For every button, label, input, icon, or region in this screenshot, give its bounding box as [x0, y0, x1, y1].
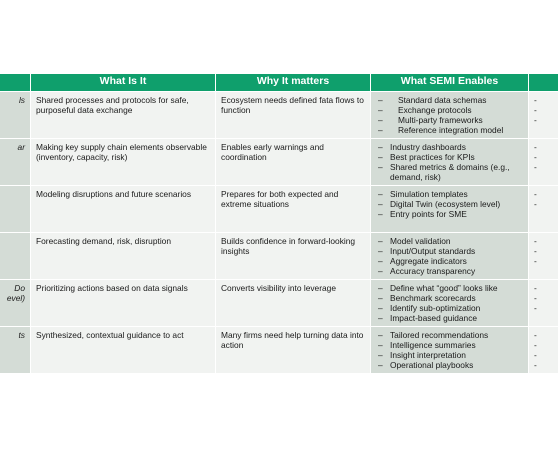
what-is-it-cell: Modeling disruptions and future scenarios	[31, 186, 216, 233]
enables-list	[376, 283, 523, 323]
why-it-matters-cell: Prepares for both expected and extreme situations	[216, 186, 371, 233]
enables-list-item: – Shared metrics & domains (e.g., demand, risk)	[376, 162, 523, 182]
enables-list-item: – Best practices for KPIs	[376, 152, 523, 162]
enables-list	[376, 95, 523, 135]
dash-marker: -	[534, 199, 537, 209]
what-semi-enables-cell	[371, 280, 529, 327]
semi-enables-table	[0, 73, 559, 374]
dash-marker: -	[534, 105, 537, 115]
dash-marker: -	[534, 360, 537, 370]
row-label: ar	[0, 139, 31, 186]
what-semi-enables-cell	[371, 186, 529, 233]
enables-list-item: – Industry dashboards	[376, 142, 523, 152]
dash-marker: -	[534, 152, 537, 162]
dash-marker: -	[534, 303, 537, 313]
dash-marker: -	[534, 142, 537, 152]
enables-list-item: – Digital Twin (ecosystem level)	[376, 199, 523, 209]
header-cell-what-semi-enables: What SEMI Enables	[371, 74, 529, 92]
enables-list-item: – Identify sub-optimization	[376, 303, 523, 313]
enables-list-item: – Impact-based guidance	[376, 313, 523, 323]
header-cell-why-it-matters: Why It matters	[216, 74, 371, 92]
dash-marker: -	[534, 340, 537, 350]
dash-marker: -	[534, 189, 537, 199]
table-row	[0, 233, 559, 280]
enables-list-item: – Model validation	[376, 236, 523, 246]
cut-off-column-cell	[529, 233, 559, 280]
cut-off-column-cell	[529, 186, 559, 233]
dash-marker: -	[534, 350, 537, 360]
enables-list-item: – Standard data schemas	[376, 95, 523, 105]
row-label: Do evel)	[0, 280, 31, 327]
why-it-matters-cell: Enables early warnings and coordination	[216, 139, 371, 186]
dash-marker: -	[534, 115, 537, 125]
header-cell-extra	[529, 74, 559, 92]
enables-list	[376, 236, 523, 276]
what-semi-enables-cell	[371, 92, 529, 139]
row-label	[0, 233, 31, 280]
header-cell-label	[0, 74, 31, 92]
what-is-it-cell: Synthesized, contextual guidance to act	[31, 327, 216, 374]
why-it-matters-cell: Ecosystem needs defined fata flows to function	[216, 92, 371, 139]
header-cell-what-is-it: What Is It	[31, 74, 216, 92]
table-header-row	[0, 74, 559, 92]
what-semi-enables-cell	[371, 327, 529, 374]
dash-marker	[534, 209, 553, 219]
enables-list-item: – Insight interpretation	[376, 350, 523, 360]
enables-list-item: – Simulation templates	[376, 189, 523, 199]
row-label	[0, 186, 31, 233]
table-row	[0, 186, 559, 233]
cut-off-column-cell	[529, 280, 559, 327]
table-row	[0, 92, 559, 139]
table-row	[0, 327, 559, 374]
enables-list	[376, 142, 523, 182]
enables-list-item: – Multi-party frameworks	[376, 115, 523, 125]
what-semi-enables-cell	[371, 139, 529, 186]
what-is-it-cell: Prioritizing actions based on data signals	[31, 280, 216, 327]
enables-list-item: – Reference integration model	[376, 125, 523, 135]
enables-list-item: – Tailored recommendations	[376, 330, 523, 340]
cut-off-column-cell	[529, 92, 559, 139]
cut-off-column-cell	[529, 139, 559, 186]
what-is-it-cell: Forecasting demand, risk, disruption	[31, 233, 216, 280]
enables-list-item: – Intelligence summaries	[376, 340, 523, 350]
row-label: ls	[0, 92, 31, 139]
dash-marker: -	[534, 95, 537, 105]
dash-marker: -	[534, 256, 537, 266]
what-is-it-cell: Shared processes and protocols for safe, purposeful data exchange	[31, 92, 216, 139]
dash-marker: -	[534, 236, 537, 246]
enables-list-item: – Operational playbooks	[376, 360, 523, 370]
enables-list	[376, 189, 523, 219]
enables-list-item: – Aggregate indicators	[376, 256, 523, 266]
dash-marker: -	[534, 246, 537, 256]
enables-list	[376, 330, 523, 370]
why-it-matters-cell: Builds confidence in forward-looking insights	[216, 233, 371, 280]
dash-marker: -	[534, 293, 537, 303]
row-label: ts	[0, 327, 31, 374]
dash-marker: -	[534, 283, 537, 293]
enables-list-item: – Define what “good” looks like	[376, 283, 523, 293]
enables-list-item: – Benchmark scorecards	[376, 293, 523, 303]
enables-list-item: – Accuracy transparency	[376, 266, 523, 276]
enables-list-item: – Entry points for SME	[376, 209, 523, 219]
what-is-it-cell: Making key supply chain elements observable (inventory, capacity, risk)	[31, 139, 216, 186]
table-row	[0, 280, 559, 327]
enables-list-item: – Exchange protocols	[376, 105, 523, 115]
cut-off-column-cell	[529, 327, 559, 374]
what-semi-enables-cell	[371, 233, 529, 280]
enables-list-item: – Input/Output standards	[376, 246, 523, 256]
dash-marker: -	[534, 330, 537, 340]
table-row	[0, 139, 559, 186]
dash-marker: -	[534, 162, 537, 172]
why-it-matters-cell: Many firms need help turning data into action	[216, 327, 371, 374]
why-it-matters-cell: Converts visibility into leverage	[216, 280, 371, 327]
dash-marker	[534, 219, 553, 229]
